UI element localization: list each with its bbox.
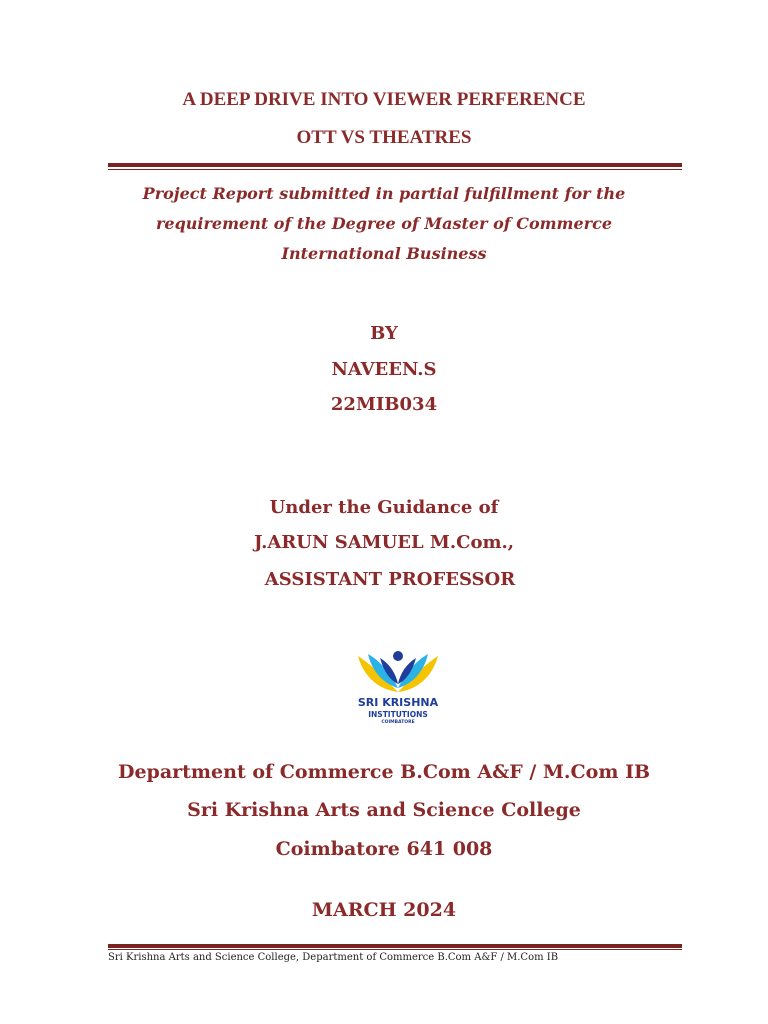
footer-rule-thick [108,944,682,948]
subtitle-line-1: Project Report submitted in partial fulfillment for the [142,184,626,203]
guide-name: J.ARUN SAMUEL M.Com., [253,532,515,553]
header-rule-thick [108,163,682,167]
logo-text-institutions: INSTITUTIONS [368,710,428,719]
page-footer: Sri Krishna Arts and Science College, Department of Commerce B.Com A&F / M.Com IB [108,952,559,963]
header-rule-thin [108,169,682,170]
institution-logo [350,648,446,732]
guidance-heading: Under the Guidance of [269,497,499,518]
author-roll-number: 22MIB034 [330,394,438,415]
guide-designation: ASSISTANT PROFESSOR [264,569,516,590]
author-name: NAVEEN.S [331,359,437,380]
subtitle-line-3: International Business [281,244,487,263]
subtitle-line-2: requirement of the Degree of Master of Commerce [155,214,613,233]
lotus-icon [350,648,446,696]
title-line-1: A DEEP DRIVE INTO VIEWER PERFERENCE [182,89,586,110]
department-name: Department of Commerce B.Com A&F / M.Com IB [117,761,651,783]
submission-date: MARCH 2024 [311,899,457,921]
logo-text-coimbatore: COIMBATORE [381,720,415,725]
college-name: Sri Krishna Arts and Science College [187,799,581,821]
by-label: BY [370,323,398,344]
college-city: Coimbatore 641 008 [275,838,493,860]
footer-rule-thin [108,949,682,950]
logo-text-sri-krishna: SRI KRISHNA [357,696,439,709]
title-line-2: OTT VS THEATRES [296,127,472,148]
